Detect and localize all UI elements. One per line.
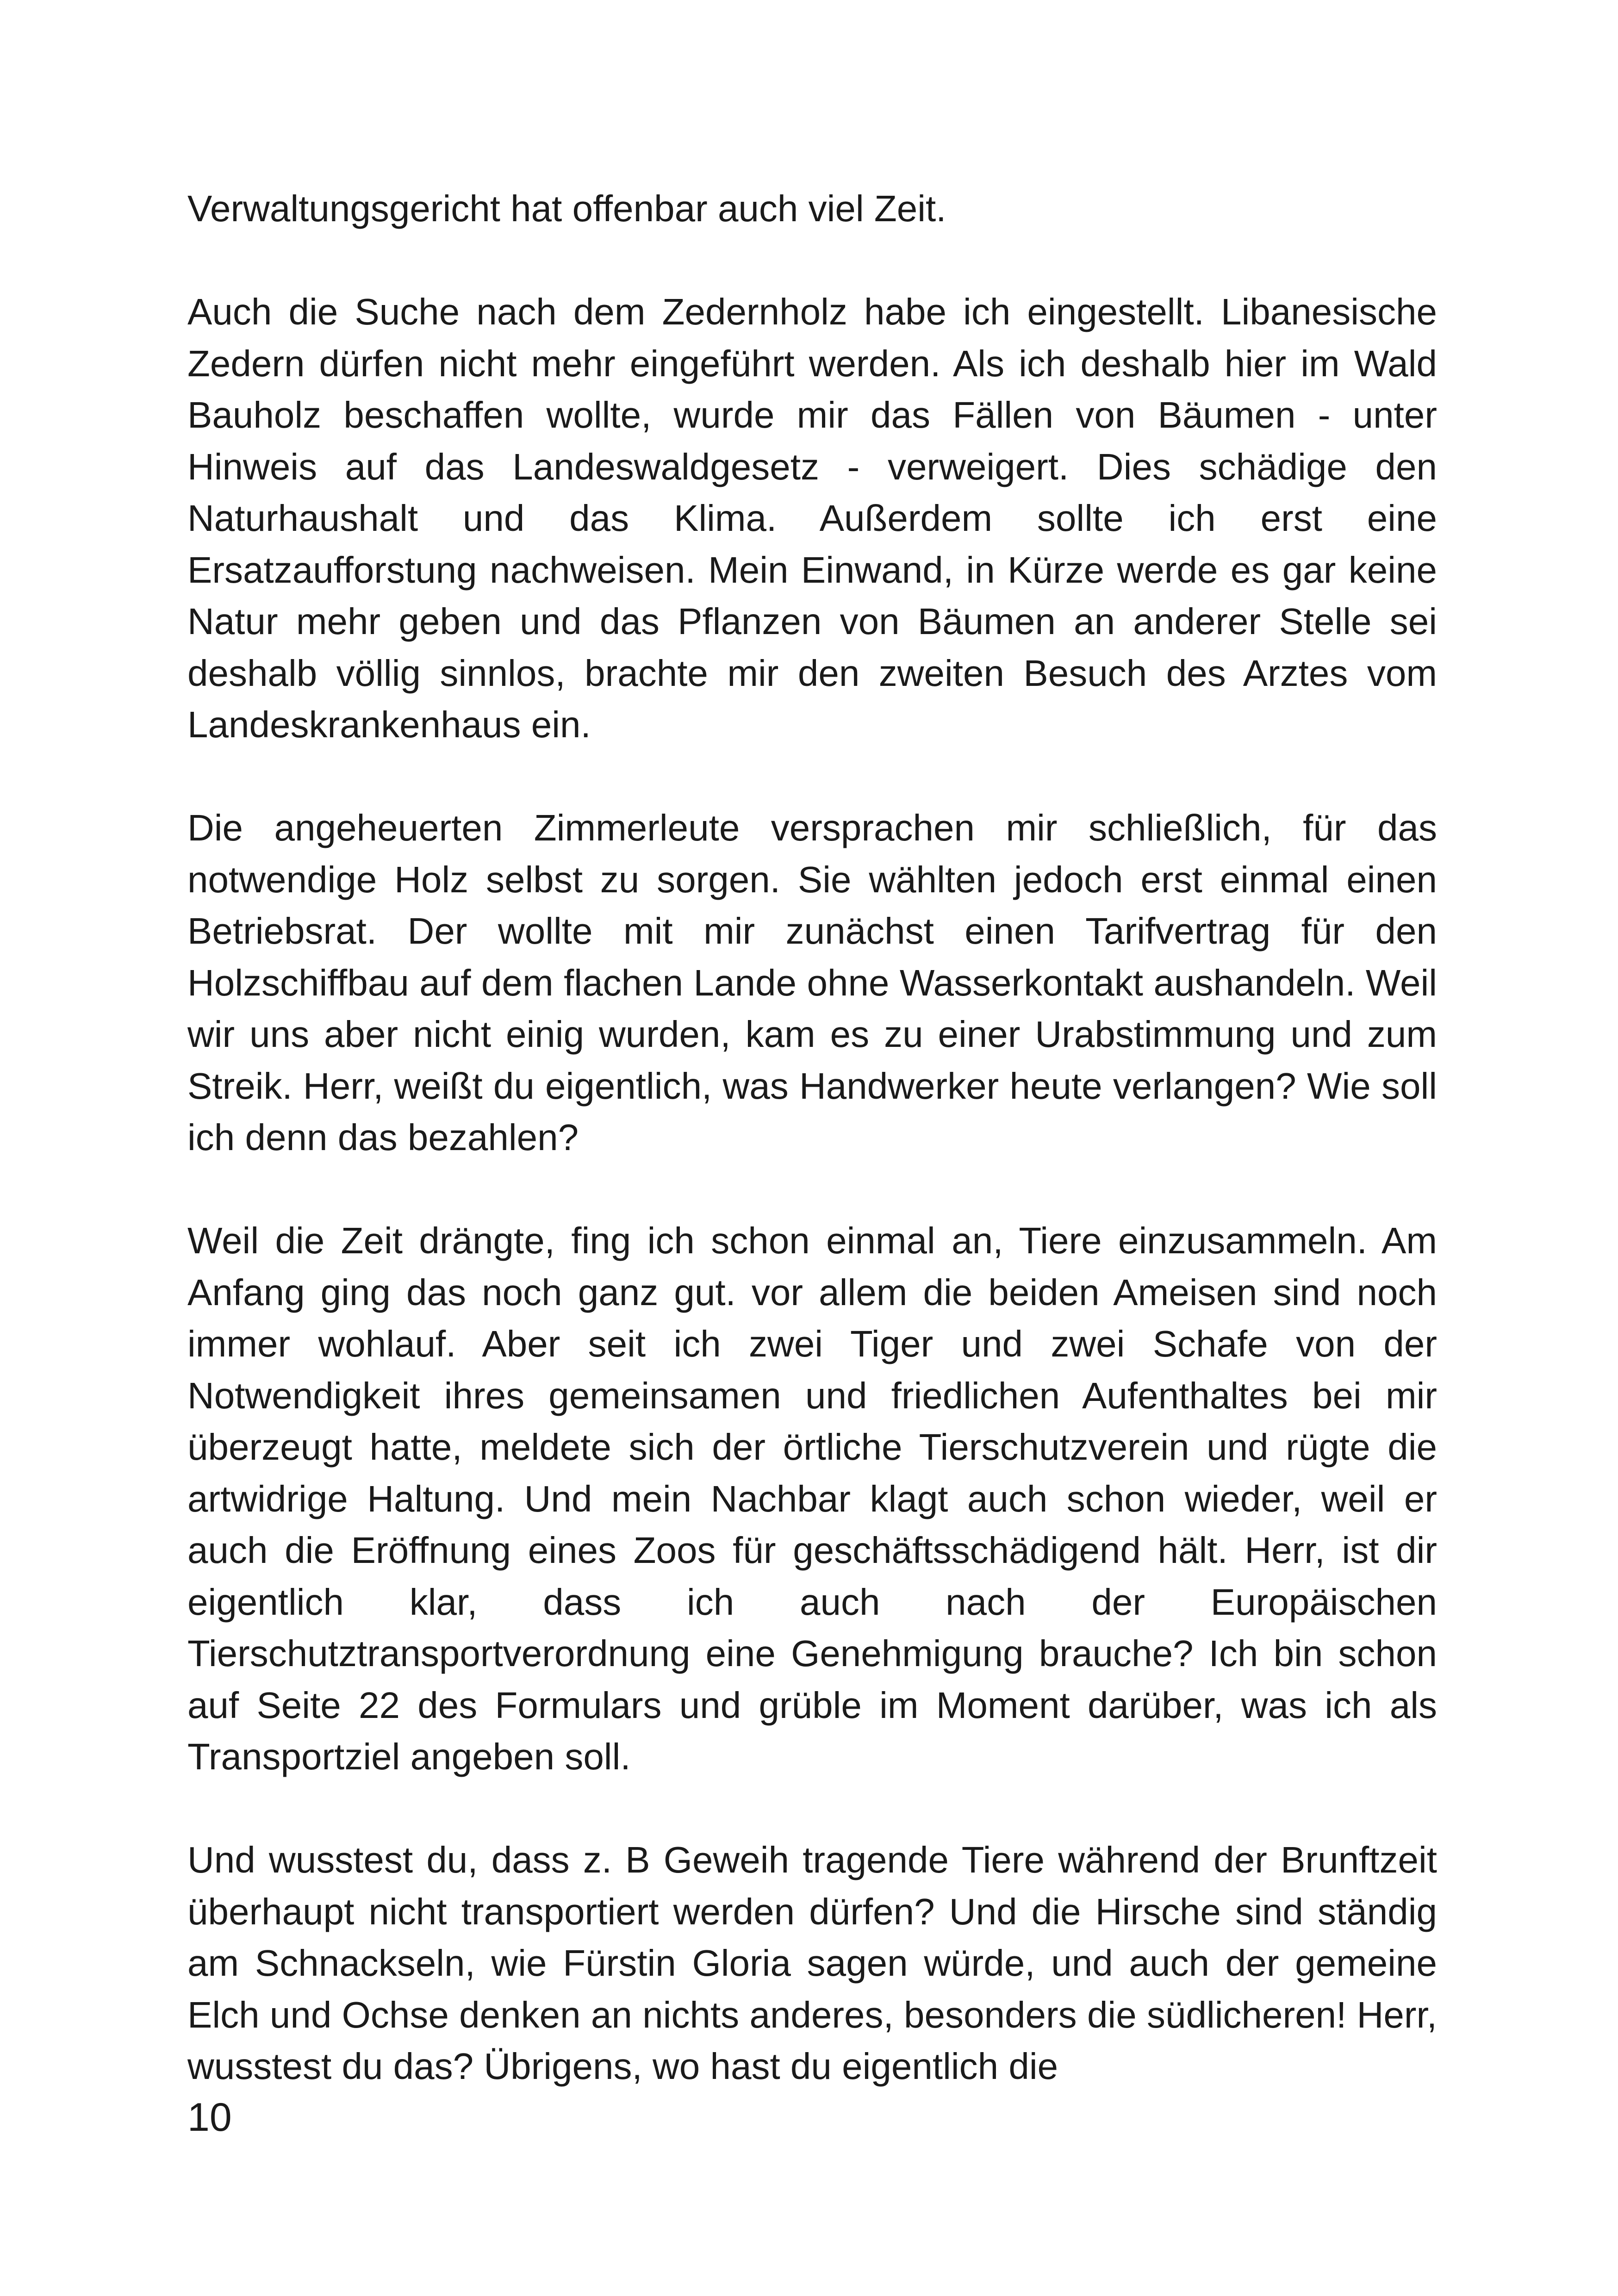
paragraph-5: Und wusstest du, dass z. B Geweih tragende Tiere während der Brunftzeit überhaupt nicht transportiert werden dürfen? Und die Hirsche sind ständig am Schnackseln, wie Fürstin Gloria sagen würde, und auch der gemeine Elch und Ochse denken an nichts anderes, besonders die südlicheren! Herr, wusstest du das? Übrigens, wo hast du eigentlich die — [187, 1839, 1437, 2087]
paragraph-1: Verwaltungsgericht hat offenbar auch viel Zeit. — [187, 188, 946, 229]
page-number: 10 — [187, 2095, 232, 2140]
paragraph-4: Weil die Zeit drängte, fing ich schon einmal an, Tiere einzusammeln. Am Anfang ging das noch ganz gut. vor allem die beiden Ameisen sind noch immer wohlauf. Aber seit ich zwei Tiger und zwei Schafe von der Notwendigkeit ihres gemeinsamen und friedlichen Aufenthaltes bei mir überzeugt hatte, meldete sich der örtliche Tierschutzverein und rügte die artwidrige Haltung. Und mein Nachbar klagt auch schon wieder, weil er auch die Eröffnung eines Zoos für geschäftsschädigend hält. Herr, ist dir eigentlich klar, dass ich auch nach der Europäischen Tierschutztransportverordnung eine Genehmigung brauche? Ich bin schon auf Seite 22 des Formulars und grüble im Moment darüber, was ich als Transportziel angeben soll. — [187, 1220, 1437, 1777]
paragraph-2: Auch die Suche nach dem Zedernholz habe ich eingestellt. Libanesische Zedern dürfen nicht mehr eingeführt werden. Als ich deshalb hier im Wald Bauholz beschaffen wollte, wurde mir das Fällen von Bäumen - unter Hinweis auf das Landeswaldgesetz - verweigert. Dies schädige den Naturhaushalt und das Klima. Außerdem sollte ich erst eine Ersatzaufforstung nachweisen. Mein Einwand, in Kürze werde es gar keine Natur mehr geben und das Pflanzen von Bäumen an anderer Stelle sei deshalb völlig sinnlos, brachte mir den zweiten Besuch des Arztes vom Landeskrankenhaus ein. — [187, 291, 1437, 745]
body-text — [187, 183, 1437, 2092]
paragraph-3: Die angeheuerten Zimmerleute versprachen mir schließlich, für das notwendige Holz selbst zu sorgen. Sie wählten jedoch erst einmal einen Betriebsrat. Der wollte mit mir zunächst einen Tarifvertrag für den Holzschiffbau auf dem flachen Lande ohne Wasserkontakt aushandeln. Weil wir uns aber nicht einig wurden, kam es zu einer Urabstimmung und zum Streik. Herr, weißt du eigentlich, was Handwerker heute verlangen? Wie soll ich denn das bezahlen? — [187, 807, 1437, 1158]
